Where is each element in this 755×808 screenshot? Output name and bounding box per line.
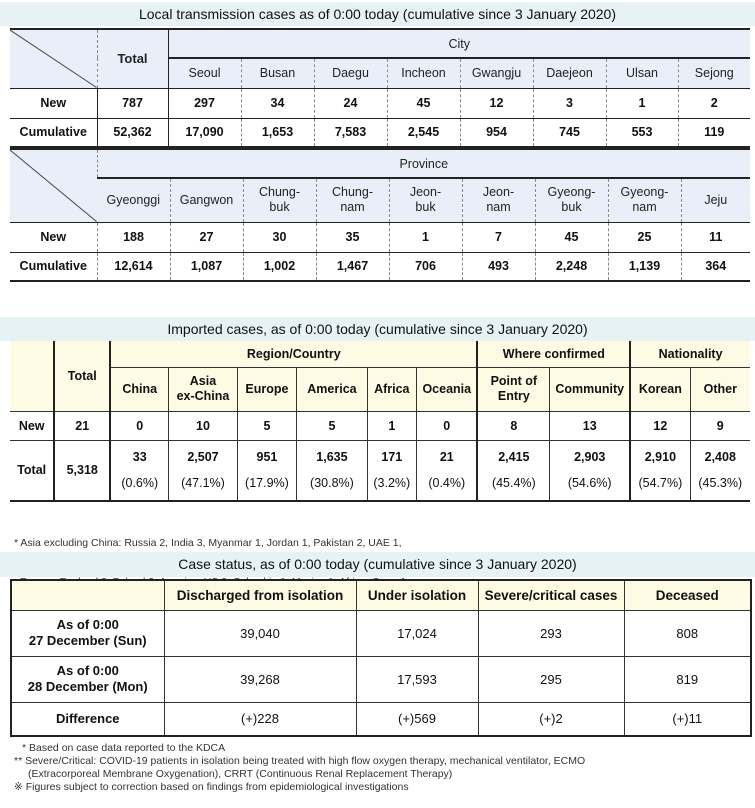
city-cumulative-value: 2,545	[387, 118, 460, 147]
city-name-header: Seoul	[168, 58, 241, 88]
imported-total-value: 171	[381, 450, 403, 465]
under-isolation-value: 17,024	[356, 610, 478, 656]
province-new-value: 27	[170, 222, 243, 252]
where-confirmed-group-header: Where confirmed	[477, 341, 630, 367]
imported-columns-row	[10, 367, 750, 411]
city-name-header: Busan	[241, 58, 314, 88]
imported-total-cell	[550, 440, 631, 501]
status-note-line: ※ Figures subject to correction based on findings from epidemiological investigations	[14, 781, 409, 793]
imported-new-value: 0	[417, 411, 478, 440]
total-value: 5,318	[54, 440, 110, 501]
city-new-value: 24	[314, 88, 387, 118]
province-group-header: Province	[97, 149, 750, 178]
total-value: 52,362	[97, 118, 168, 147]
province-name-header: Jeon- buk	[389, 178, 462, 222]
imported-total-percent: (45.3%)	[698, 476, 743, 491]
imported-total-percent: (3.2%)	[373, 476, 411, 491]
deceased-value: 819	[624, 656, 751, 702]
city-cumulative-value: 1,653	[241, 118, 314, 147]
imported-total-cell	[417, 440, 478, 501]
total-value: 787	[97, 88, 168, 118]
total-header: Total	[54, 341, 110, 411]
imported-total-cell	[297, 440, 367, 501]
diagonal-header-cell	[10, 149, 97, 222]
city-new-value: 2	[678, 88, 750, 118]
province-new-value: 30	[243, 222, 316, 252]
imported-new-value: 12	[630, 411, 690, 440]
row-label-line1: As of 0:00	[56, 663, 119, 678]
under-isolation-header: Under isolation	[356, 580, 478, 610]
imported-column-header: Africa	[367, 367, 417, 411]
imported-column-header: China	[110, 367, 169, 411]
province-name-header: Chung- buk	[243, 178, 316, 222]
empty-header-cell	[11, 580, 164, 610]
city-new-value: 1	[606, 88, 678, 118]
nationality-group-header: Nationality	[630, 341, 750, 367]
deceased-value: (+)11	[624, 702, 751, 736]
case-status-title: Case status, as of 0:00 today (cumulative since 3 January 2020)	[0, 552, 755, 577]
imported-new-value: 5	[237, 411, 297, 440]
imported-column-header: Europe	[237, 367, 297, 411]
province-cumulative-value: 1,139	[608, 252, 681, 281]
imported-total-value: 1,635	[316, 450, 348, 465]
under-isolation-value: (+)569	[356, 702, 478, 736]
province-new-value: 25	[608, 222, 681, 252]
total-value: 21	[54, 411, 110, 440]
city-new-row	[10, 88, 750, 118]
city-group-header: City	[168, 29, 750, 58]
imported-total-value: 2,415	[498, 450, 530, 465]
province-names-row	[10, 178, 750, 222]
imported-column-header: Point of Entry	[477, 367, 549, 411]
imported-total-value: 33	[132, 450, 147, 465]
region-group-header: Region/Country	[110, 341, 477, 367]
city-cumulative-value: 7,583	[314, 118, 387, 147]
imported-new-row	[10, 411, 750, 440]
status-row-dec28	[11, 656, 751, 702]
province-name-header: Gyeonggi	[97, 178, 170, 222]
status-note-line: (Extracorporeal Membrane Oxygenation), CRRT (Continuous Renal Replacement Therapy)	[28, 768, 453, 780]
row-label-line2: 28 December (Mon)	[27, 679, 148, 694]
row-label-line1: As of 0:00	[56, 617, 119, 632]
city-name-header: Incheon	[387, 58, 460, 88]
city-new-value: 34	[241, 88, 314, 118]
discharged-value: 39,040	[164, 610, 356, 656]
imported-total-value: 2,910	[644, 450, 677, 465]
imported-total-value: 2,507	[187, 450, 219, 465]
province-cumulative-value: 1,467	[316, 252, 389, 281]
imported-column-header: America	[297, 367, 367, 411]
province-name-header: Chung- nam	[316, 178, 389, 222]
diagonal-header-cell	[10, 29, 97, 88]
imported-total-cell	[110, 440, 169, 501]
row-label: Cumulative	[10, 118, 97, 147]
imported-total-value: 951	[256, 450, 278, 465]
imported-column-header: Other	[690, 367, 750, 411]
province-cumulative-value: 2,248	[535, 252, 608, 281]
local-transmission-table	[10, 28, 750, 148]
imported-new-value: 13	[550, 411, 631, 440]
imported-total-cell	[367, 440, 417, 501]
imported-total-percent: (17.9%)	[245, 476, 289, 491]
city-new-value: 3	[533, 88, 606, 118]
province-name-header: Jeju	[681, 178, 750, 222]
imported-total-value: 2,903	[574, 450, 606, 465]
imported-new-value: 10	[169, 411, 237, 440]
imported-new-value: 0	[110, 411, 169, 440]
imported-new-value: 1	[367, 411, 417, 440]
province-new-value: 45	[535, 222, 608, 252]
row-label: New	[10, 88, 97, 118]
severe-critical-value: 293	[478, 610, 624, 656]
severe-critical-value: (+)2	[478, 702, 624, 736]
province-cumulative-value: 364	[681, 252, 750, 281]
imported-note-line: * Asia excluding China: Russia 2, India 3, Myanmar 1, Jordan 1, Pakistan 2, UAE 1,	[14, 537, 402, 549]
city-name-header: Daegu	[314, 58, 387, 88]
province-cumulative-value: 12,614	[97, 252, 170, 281]
severe-critical-value: 295	[478, 656, 624, 702]
province-cumulative-value: 493	[462, 252, 535, 281]
imported-new-value: 8	[477, 411, 549, 440]
city-new-value: 12	[460, 88, 533, 118]
discharged-header: Discharged from isolation	[164, 580, 356, 610]
imported-total-percent: (47.1%)	[181, 476, 225, 491]
imported-column-header: Oceania	[417, 367, 478, 411]
severe-critical-header: Severe/critical cases	[478, 580, 624, 610]
row-label-line2: 27 December (Sun)	[28, 633, 147, 648]
province-new-value: 11	[681, 222, 750, 252]
province-name-header: Jeon- nam	[462, 178, 535, 222]
imported-total-percent: (30.8%)	[310, 476, 354, 491]
province-new-value: 1	[389, 222, 462, 252]
province-name-header: Gangwon	[170, 178, 243, 222]
province-cumulative-value: 706	[389, 252, 462, 281]
imported-total-row	[10, 440, 750, 501]
imported-column-header: Korean	[630, 367, 690, 411]
province-name-header: Gyeong- buk	[535, 178, 608, 222]
row-label: New	[10, 222, 97, 252]
imported-total-cell	[630, 440, 690, 501]
deceased-value: 808	[624, 610, 751, 656]
imported-total-percent: (0.4%)	[428, 476, 466, 491]
imported-total-percent: (54.6%)	[567, 476, 612, 491]
discharged-value: (+)228	[164, 702, 356, 736]
province-cumulative-value: 1,002	[243, 252, 316, 281]
status-notes	[14, 742, 585, 794]
imported-new-value: 9	[690, 411, 750, 440]
under-isolation-value: 17,593	[356, 656, 478, 702]
status-row-difference	[11, 702, 751, 736]
province-cumulative-row	[10, 252, 750, 281]
city-name-header: Daejeon	[533, 58, 606, 88]
deceased-header: Deceased	[624, 580, 751, 610]
row-label: Total	[10, 440, 54, 501]
city-cumulative-value: 553	[606, 118, 678, 147]
city-cumulative-row	[10, 118, 750, 147]
row-label: Difference	[11, 702, 164, 736]
imported-total-cell	[477, 440, 549, 501]
city-new-value: 45	[387, 88, 460, 118]
city-cumulative-value: 119	[678, 118, 750, 147]
imported-total-cell	[690, 440, 750, 501]
city-cumulative-value: 954	[460, 118, 533, 147]
imported-column-header: Community	[550, 367, 631, 411]
province-name-header: Gyeong- nam	[608, 178, 681, 222]
province-new-row	[10, 222, 750, 252]
province-new-value: 35	[316, 222, 389, 252]
imported-total-cell	[169, 440, 237, 501]
imported-total-value: 2,408	[704, 450, 736, 465]
imported-total-value: 21	[439, 450, 454, 465]
province-cumulative-value: 1,087	[170, 252, 243, 281]
local-transmission-title: Local transmission cases as of 0:00 today (cumulative since 3 January 2020)	[0, 2, 755, 26]
row-label: Cumulative	[10, 252, 97, 281]
city-cumulative-value: 17,090	[168, 118, 241, 147]
status-note-line: * Based on case data reported to the KDCA	[22, 742, 226, 754]
province-new-value: 188	[97, 222, 170, 252]
imported-total-percent: (45.4%)	[491, 476, 536, 491]
imported-cases-table	[10, 341, 750, 502]
empty-header-cell	[10, 341, 54, 411]
city-cumulative-value: 745	[533, 118, 606, 147]
imported-total-percent: (0.6%)	[121, 476, 159, 491]
city-name-header: Sejong	[678, 58, 750, 88]
province-new-value: 7	[462, 222, 535, 252]
status-row-dec27	[11, 610, 751, 656]
status-note-line: ** Severe/Critical: COVID-19 patients in isolation being treated with high flow oxygen therapy, mechanical ventilator, ECMO	[14, 755, 586, 767]
imported-total-cell	[237, 440, 297, 501]
imported-cases-title: Imported cases, as of 0:00 today (cumulative since 3 January 2020)	[0, 317, 755, 341]
discharged-value: 39,268	[164, 656, 356, 702]
city-new-value: 297	[168, 88, 241, 118]
imported-column-header: Asia ex-China	[169, 367, 237, 411]
case-status-table	[10, 579, 752, 737]
row-label: New	[10, 411, 54, 440]
city-name-header: Ulsan	[606, 58, 678, 88]
imported-total-percent: (54.7%)	[638, 476, 683, 491]
row-label	[11, 656, 164, 702]
city-name-header: Gwangju	[460, 58, 533, 88]
province-table	[10, 148, 750, 282]
imported-new-value: 5	[297, 411, 367, 440]
total-header: Total	[97, 29, 168, 88]
row-label	[11, 610, 164, 656]
